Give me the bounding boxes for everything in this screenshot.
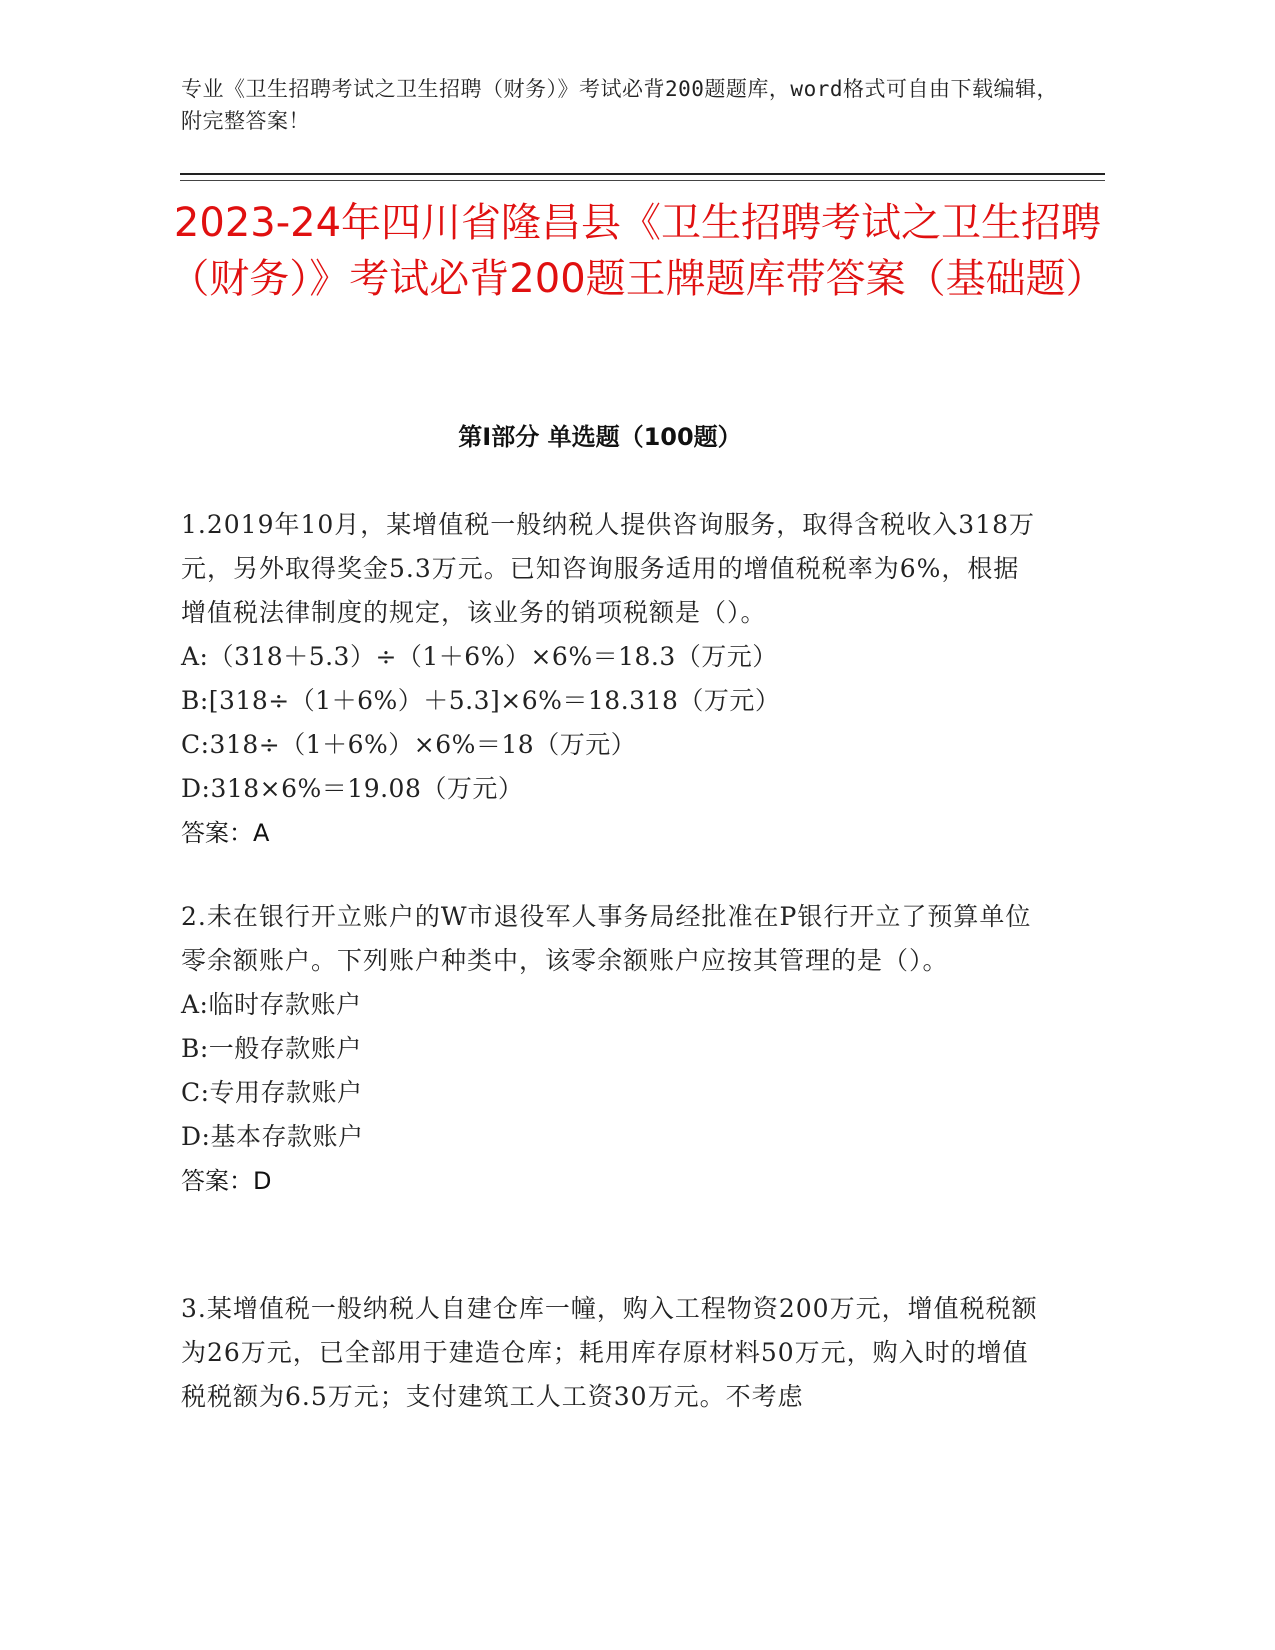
option-d: D:基本存款账户 bbox=[181, 1122, 364, 1151]
question-3 bbox=[181, 1287, 1041, 1419]
answer: 答案：D bbox=[181, 1167, 272, 1195]
option-d: D:318×6%＝19.08（万元） bbox=[181, 774, 524, 803]
question-stem: 2.未在银行开立账户的W市退役军人事务局经批准在P银行开立了预算单位零余额账户。下列账户种类中，该零余额账户应按其管理的是（）。 bbox=[181, 902, 1032, 975]
question-2 bbox=[181, 895, 1041, 1203]
header-divider-thick bbox=[180, 173, 1105, 175]
option-b: B:[318÷（1＋6%）＋5.3]×6%＝18.318（万元） bbox=[181, 686, 781, 715]
question-stem: 1.2019年10月，某增值税一般纳税人提供咨询服务，取得含税收入318万元，另外取得奖金5.3万元。已知咨询服务适用的增值税税率为6%，根据增值税法律制度的规定，该业务的销项税额是（）。 bbox=[181, 510, 1036, 627]
option-b: B:一般存款账户 bbox=[181, 1034, 362, 1063]
document-title: 2023-24年四川省隆昌县《卫生招聘考试之卫生招聘（财务）》考试必背200题王牌题库带答案（基础题） bbox=[169, 200, 1106, 302]
header-divider-thin bbox=[180, 180, 1105, 181]
part-heading: 第Ⅰ部分 单选题（100题） bbox=[458, 423, 742, 451]
question-stem: 3.某增值税一般纳税人自建仓库一幢，购入工程物资200万元，增值税税额为26万元，已全部用于建造仓库；耗用库存原材料50万元，购入时的增值税税额为6.5万元；支付建筑工人工资30万元。不考虑 bbox=[181, 1294, 1038, 1411]
option-a: A:（318＋5.3）÷（1＋6%）×6%＝18.3（万元） bbox=[181, 642, 778, 671]
option-c: C:318÷（1＋6%）×6%＝18（万元） bbox=[181, 730, 637, 759]
question-1 bbox=[181, 503, 1041, 855]
header-note: 专业《卫生招聘考试之卫生招聘（财务）》考试必背200题题库，word格式可自由下载编辑，附完整答案！ bbox=[181, 77, 1058, 133]
answer: 答案：A bbox=[181, 819, 270, 847]
option-a: A:临时存款账户 bbox=[181, 990, 362, 1019]
option-c: C:专用存款账户 bbox=[181, 1078, 363, 1107]
